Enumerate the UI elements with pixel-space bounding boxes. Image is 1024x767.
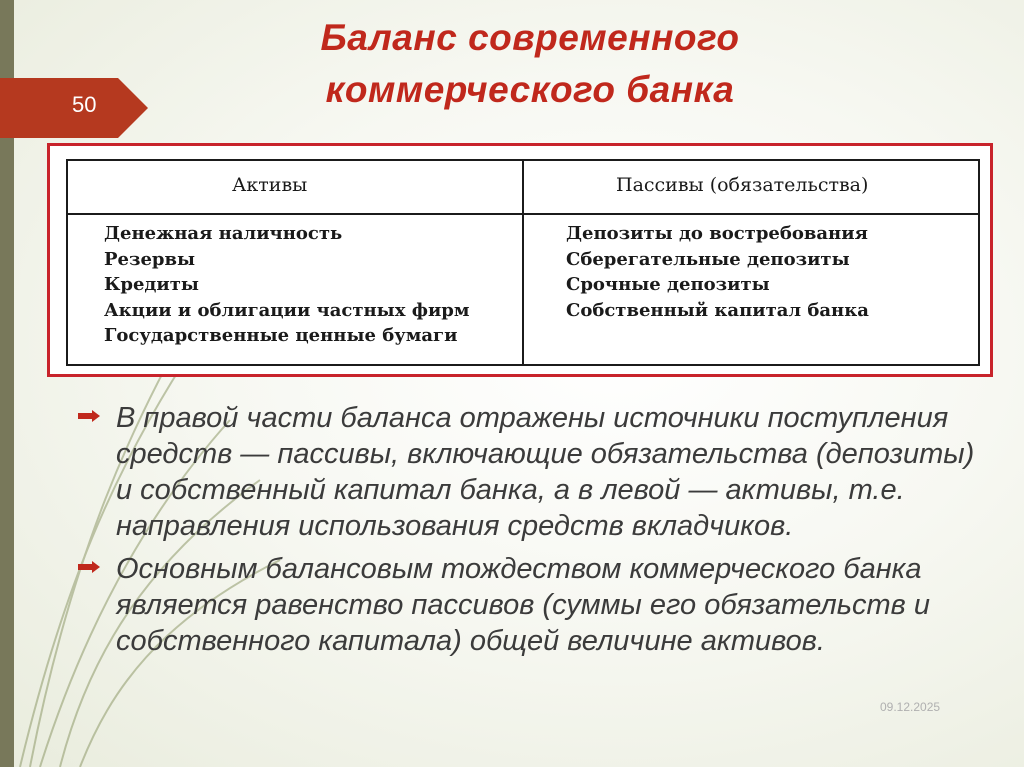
bullet-text: В правой части баланса отражены источники поступления средств — пассивы, включающие обязательства (депозиты) и собственный капитал банка, а в левой — активы, т.е. направления использования средств вкладчиков.	[116, 402, 975, 542]
bullet-text: Основным балансовым тождеством коммерческого банка является равенство пассивов (суммы его обязательств и собственного капитала) общей величине активов.	[116, 553, 930, 657]
asset-item: Акции и облигации частных фирм	[104, 299, 470, 321]
column-divider	[522, 161, 524, 364]
bullet-item	[78, 551, 988, 659]
balance-table-frame	[47, 143, 993, 377]
assets-list	[104, 221, 470, 349]
title-line-2: коммерческого банка	[325, 69, 735, 110]
arrow-bullet-icon	[78, 561, 100, 573]
asset-item: Государственные ценные бумаги	[104, 325, 458, 346]
asset-item: Кредиты	[104, 274, 199, 295]
liability-item: Сберегательные депозиты	[566, 248, 850, 270]
liability-item: Собственный капитал банка	[566, 299, 869, 321]
liabilities-list	[566, 221, 869, 323]
asset-item: Денежная наличность	[104, 223, 343, 244]
liability-item: Срочные депозиты	[566, 274, 770, 295]
slide-date: 09.12.2025	[880, 700, 941, 714]
assets-header: Активы	[232, 174, 308, 196]
liability-item: Депозиты до востребования	[566, 223, 868, 244]
asset-item: Резервы	[104, 248, 196, 270]
bullet-item	[78, 400, 988, 544]
balance-table	[66, 159, 980, 366]
title-line-1: Баланс современного	[320, 17, 740, 58]
bullet-list	[78, 400, 988, 666]
slide-number: 50	[72, 92, 97, 117]
slide-title	[210, 12, 850, 116]
arrow-bullet-icon	[78, 410, 100, 422]
liabilities-header: Пассивы (обязательства)	[616, 174, 869, 196]
